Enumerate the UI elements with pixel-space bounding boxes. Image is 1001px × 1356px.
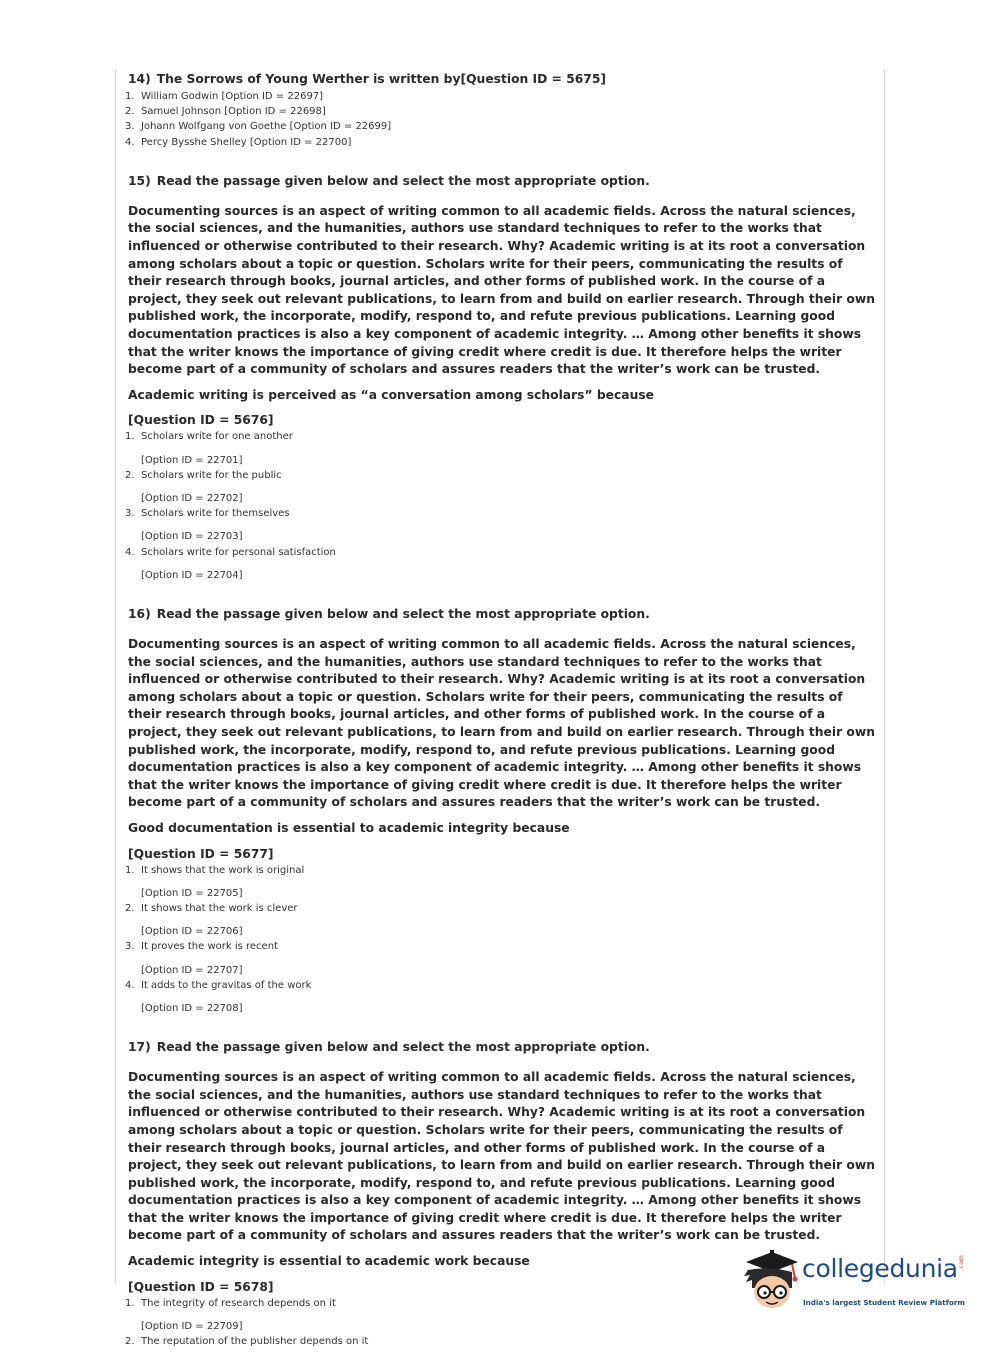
page-left-border — [115, 70, 116, 1283]
question-id: [Question ID = 5676] — [128, 413, 274, 428]
option-item[interactable]: 3. Scholars write for themselves [Option ID = 22703] — [125, 508, 290, 543]
option-item[interactable]: 1. Scholars write for one another [Option ID = 22701] — [125, 431, 293, 466]
option-item[interactable]: 2. Scholars write for the public [Option ID = 22702] — [125, 469, 282, 504]
question-stem: Academic integrity is essential to academic work because — [128, 1254, 530, 1269]
option-item[interactable]: 4. Percy Bysshe Shelley [Option ID = 22700] — [125, 136, 352, 148]
question-title: 15) Read the passage given below and select the most appropriate option. — [128, 173, 650, 188]
question-paper — [120, 70, 880, 1349]
option-item[interactable]: 1. It shows that the work is original [Option ID = 22705] — [125, 864, 305, 899]
question-14 — [120, 70, 880, 150]
option-item[interactable]: 2. The reputation of the publisher depends on it — [125, 1336, 369, 1348]
question-title: 14) The Sorrows of Young Werther is written by[Question ID = 5675] — [128, 72, 607, 86]
brand-name: collegedunia — [802, 1254, 958, 1283]
option-item[interactable]: 4. It adds to the gravitas of the work [Option ID = 22708] — [125, 979, 312, 1014]
option-item[interactable]: 1. William Godwin [Option ID = 22697] — [125, 91, 324, 102]
option-list — [120, 429, 880, 583]
question-stem: Academic writing is perceived as “a conversation among scholars” because — [128, 387, 654, 402]
brand-dotcom: .com — [958, 1255, 965, 1270]
page-right-border — [884, 70, 885, 1283]
option-list — [120, 863, 880, 1017]
question-title: 16) Read the passage given below and select the most appropriate option. — [128, 606, 650, 621]
option-item[interactable]: 2. Samuel Johnson [Option ID = 22698] — [125, 106, 326, 118]
brand-tagline: India's largest Student Review Platform — [803, 1298, 965, 1307]
question-16 — [120, 605, 880, 1016]
question-id: [Question ID = 5678] — [128, 1279, 274, 1294]
graduate-mascot-icon — [740, 1248, 802, 1316]
question-id: [Question ID = 5677] — [128, 846, 274, 861]
reading-passage: Documenting sources is an aspect of writing common to all academic fields. Across the natural sciences, the social sciences, and the humanities, authors use standard techniques to refer to the works that influenced or otherwise contributed to their research. Why? Academic writing is at its root a conversation among scholars about a topic or question. Scholars write for their peers, communicating the results of their research through books, journal articles, and other forms of published work. In the course of a project, they seek out relevant publications, to learn from and build on earlier research. Through their own published work, the incorporate, modify, respond to, and refute previous publications. Learning good documentation practices is also a key component of academic integrity. … Among other benefits it shows that the writer knows the importance of giving credit where credit is due. It therefore helps the writer become part of a community of scholars and assures readers that the writer’s work can be trusted. — [128, 203, 875, 377]
option-item[interactable]: 1. The integrity of research depends on it [Option ID = 22709] — [125, 1297, 336, 1332]
reading-passage: Documenting sources is an aspect of writing common to all academic fields. Across the natural sciences, the social sciences, and the humanities, authors use standard techniques to refer to the works that influenced or otherwise contributed to their research. Why? Academic writing is at its root a conversation among scholars about a topic or question. Scholars write for their peers, communicating the results of their research through books, journal articles, and other forms of published work. In the course of a project, they seek out relevant publications, to learn from and build on earlier research. Through their own published work, the incorporate, modify, respond to, and refute previous publications. Learning good documentation practices is also a key component of academic integrity. … Among other benefits it shows that the writer knows the importance of giving credit where credit is due. It therefore helps the writer become part of a community of scholars and assures readers that the writer’s work can be trusted. — [128, 1070, 875, 1243]
option-list — [120, 89, 880, 150]
question-15 — [120, 172, 880, 583]
question-stem: Good documentation is essential to academic integrity because — [128, 820, 570, 835]
option-item[interactable]: 3. Johann Wolfgang von Goethe [Option ID = 22699] — [125, 121, 392, 133]
option-item[interactable]: 2. It shows that the work is clever [Option ID = 22706] — [125, 902, 298, 938]
option-item[interactable]: 3. It proves the work is recent [Option ID = 22707] — [125, 941, 278, 976]
reading-passage: Documenting sources is an aspect of writing common to all academic fields. Across the natural sciences, the social sciences, and the humanities, authors use standard techniques to refer to the works that influenced or otherwise contributed to their research. Why? Academic writing is at its root a conversation among scholars about a topic or question. Scholars write for their peers, communicating the results of their research through books, journal articles, and other forms of published work. In the course of a project, they seek out relevant publications, to learn from and build on earlier research. Through their own published work, the incorporate, modify, respond to, and refute previous publications. Learning good documentation practices is also a key component of academic integrity. … Among other benefits it shows that the writer knows the importance of giving credit where credit is due. It therefore helps the writer become part of a community of scholars and assures readers that the writer’s work can be trusted. — [128, 636, 875, 810]
question-title: 17) Read the passage given below and select the most appropriate option. — [128, 1040, 650, 1055]
collegedunia-logo[interactable] — [740, 1248, 970, 1316]
option-item[interactable]: 4. Scholars write for personal satisfaction [Option ID = 22704] — [125, 546, 336, 581]
